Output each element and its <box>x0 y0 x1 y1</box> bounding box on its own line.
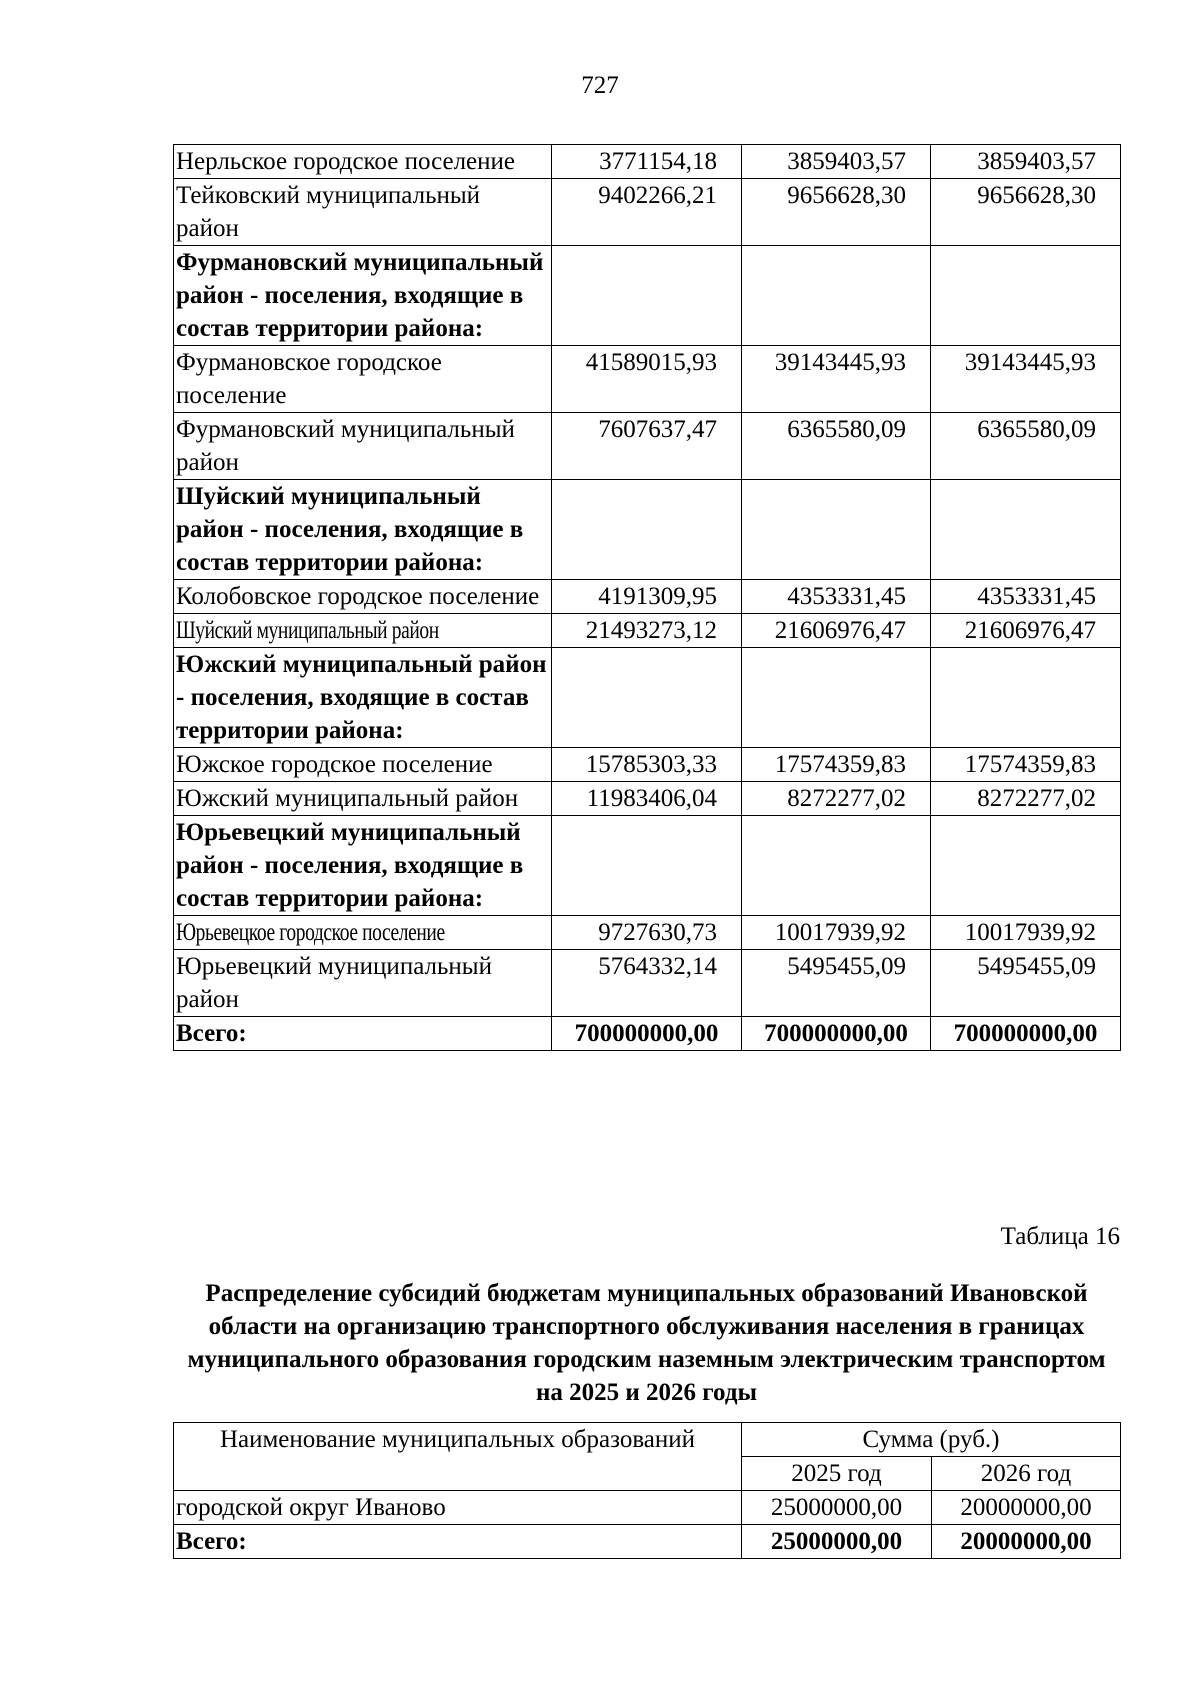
amount-col3: 17574359,83 <box>931 748 1121 782</box>
amount-2025: 25000000,00 <box>742 1491 932 1525</box>
table-row <box>174 413 1121 480</box>
amount-col3 <box>931 648 1121 748</box>
amount-col1 <box>552 480 742 580</box>
municipality-name-cell <box>174 614 552 648</box>
group-header-row <box>174 816 1121 916</box>
header-municipality-name: Наименование муниципальных образований <box>174 1423 742 1491</box>
table-number-label: Таблица 16 <box>1000 1223 1120 1250</box>
amount-col1: 9402266,21 <box>552 179 742 246</box>
total-col3: 700000000,00 <box>931 1017 1121 1051</box>
table-row <box>174 748 1121 782</box>
amount-col3: 6365580,09 <box>931 413 1121 480</box>
total-2026: 20000000,00 <box>932 1525 1121 1559</box>
municipality-name: Фурмановский муниципальный район <box>174 413 552 480</box>
district-group-heading: Шуйский муниципальный район - поселения, входящие в состав территории района: <box>174 480 552 580</box>
municipality-name-cell <box>174 916 552 950</box>
amount-col2: 5495455,09 <box>742 950 931 1017</box>
page-number: 727 <box>581 72 619 99</box>
table-row <box>174 1491 1121 1525</box>
table-row <box>174 782 1121 816</box>
table-row <box>174 614 1121 648</box>
table-row <box>174 346 1121 413</box>
total-label: Всего: <box>174 1525 742 1559</box>
table-row <box>174 916 1121 950</box>
amount-col3: 39143445,93 <box>931 346 1121 413</box>
amount-col2: 17574359,83 <box>742 748 931 782</box>
amount-col2: 9656628,30 <box>742 179 931 246</box>
amount-col2: 21606976,47 <box>742 614 931 648</box>
amount-col2: 39143445,93 <box>742 346 931 413</box>
amount-col1 <box>552 816 742 916</box>
amount-col1: 3771154,18 <box>552 145 742 179</box>
group-header-row <box>174 648 1121 748</box>
amount-col3: 5495455,09 <box>931 950 1121 1017</box>
amount-col1 <box>552 648 742 748</box>
amount-col2: 3859403,57 <box>742 145 931 179</box>
municipality-name: Южское городское поселение <box>174 748 552 782</box>
table-row <box>174 179 1121 246</box>
amount-col2 <box>742 246 931 346</box>
municipality-name: Шуйский муниципальный район <box>176 617 439 644</box>
amount-col3: 3859403,57 <box>931 145 1121 179</box>
amount-col2: 8272277,02 <box>742 782 931 816</box>
group-header-row <box>174 480 1121 580</box>
electric-transport-subsidy-table <box>173 1422 1121 1559</box>
municipality-name: Фурмановское городское поселение <box>174 346 552 413</box>
district-group-heading: Южский муниципальный район - поселения, входящие в состав территории района: <box>174 648 552 748</box>
amount-col3: 4353331,45 <box>931 580 1121 614</box>
amount-col3: 9656628,30 <box>931 179 1121 246</box>
amount-col3 <box>931 816 1121 916</box>
amount-col3: 8272277,02 <box>931 782 1121 816</box>
amount-col1: 15785303,33 <box>552 748 742 782</box>
amount-col3 <box>931 480 1121 580</box>
total-2025: 25000000,00 <box>742 1525 932 1559</box>
district-group-heading: Юрьевецкий муниципальный район - поселения, входящие в состав территории района: <box>174 816 552 916</box>
amount-col3: 10017939,92 <box>931 916 1121 950</box>
amount-col2 <box>742 480 931 580</box>
amount-col1 <box>552 246 742 346</box>
amount-col2: 4353331,45 <box>742 580 931 614</box>
municipality-name: Нерльское городское поселение <box>174 145 552 179</box>
amount-col1: 5764332,14 <box>552 950 742 1017</box>
table-title: Распределение субсидий бюджетам муниципальных образований Ивановской области на организацию транспортного обслуживания населения в границах муниципального образования городским наземным электрическим транспортом на 2025 и 2026 годы <box>187 1280 1106 1406</box>
total-col1: 700000000,00 <box>552 1017 742 1051</box>
header-year-2025: 2025 год <box>742 1457 932 1491</box>
total-row <box>174 1525 1121 1559</box>
table-row <box>174 580 1121 614</box>
amount-col2 <box>742 816 931 916</box>
total-row <box>174 1017 1121 1051</box>
table-header-row <box>174 1423 1121 1457</box>
total-col2: 700000000,00 <box>742 1017 931 1051</box>
table-row <box>174 950 1121 1017</box>
amount-col3: 21606976,47 <box>931 614 1121 648</box>
table-row <box>174 145 1121 179</box>
amount-col3 <box>931 246 1121 346</box>
amount-col2 <box>742 648 931 748</box>
municipality-name: городской округ Иваново <box>174 1491 742 1525</box>
amount-col2: 6365580,09 <box>742 413 931 480</box>
municipality-name: Южский муниципальный район <box>174 782 552 816</box>
total-label: Всего: <box>174 1017 552 1051</box>
municipality-name: Юрьевецкое городское поселение <box>176 919 445 946</box>
subsidy-distribution-table-continued <box>173 144 1121 1051</box>
municipality-name: Колобовское городское поселение <box>174 580 552 614</box>
header-year-2026: 2026 год <box>932 1457 1121 1491</box>
header-sum: Сумма (руб.) <box>742 1423 1121 1457</box>
amount-col1: 9727630,73 <box>552 916 742 950</box>
amount-col1: 7607637,47 <box>552 413 742 480</box>
district-group-heading: Фурмановский муниципальный район - поселения, входящие в состав территории района: <box>174 246 552 346</box>
group-header-row <box>174 246 1121 346</box>
amount-col2: 10017939,92 <box>742 916 931 950</box>
municipality-name: Тейковский муниципальный район <box>174 179 552 246</box>
municipality-name: Юрьевецкий муниципальный район <box>174 950 552 1017</box>
amount-col1: 4191309,95 <box>552 580 742 614</box>
amount-2026: 20000000,00 <box>932 1491 1121 1525</box>
amount-col1: 21493273,12 <box>552 614 742 648</box>
amount-col1: 41589015,93 <box>552 346 742 413</box>
amount-col1: 11983406,04 <box>552 782 742 816</box>
